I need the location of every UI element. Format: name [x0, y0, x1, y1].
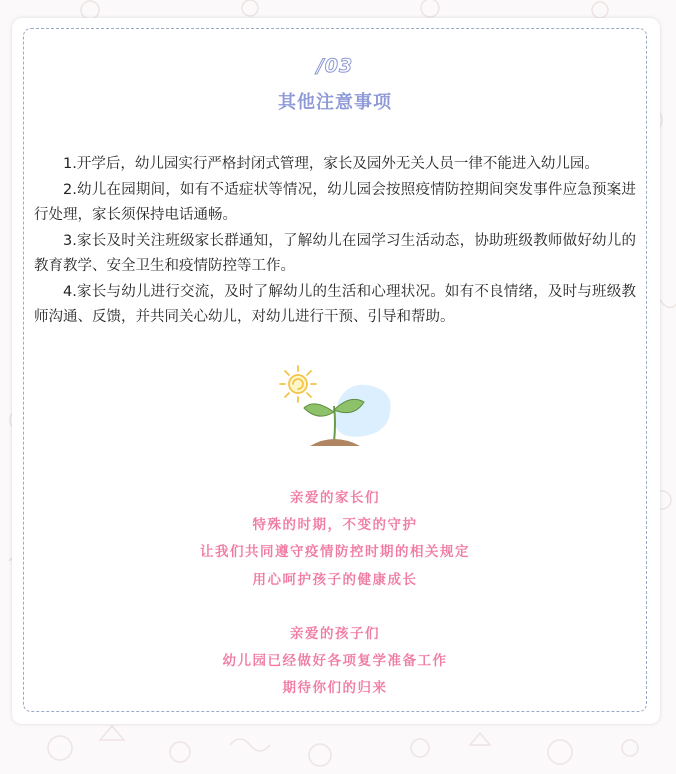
message-line: 亲爱的家长们	[290, 490, 380, 506]
message-line: 幼儿园已经做好各项复学准备工作	[222, 653, 448, 670]
section-number: /03	[316, 55, 354, 77]
notice-card	[12, 18, 660, 724]
message-line: 亲爱的孩子们	[290, 625, 380, 642]
message-line: 特殊的时期，不变的守护	[252, 517, 418, 534]
notice-item: 4.家长与幼儿进行交流，及时了解幼儿的生活和心理状况。如有不良情绪，及时与班级教师沟通、反馈，并共同关心幼儿，对幼儿进行干预、引导和帮助。	[34, 283, 636, 325]
notice-item: 2.幼儿在园期间，如有不适症状等情况，幼儿园会按照疫情防控期间突发事件应急预案进行处理，家长须保持电话通畅。	[34, 181, 636, 223]
notice-item: 3.家长及时关注班级家长群通知，了解幼儿在园学习生活动态，协助班级教师做好幼儿的教育教学、安全卫生和疫情防控等工作。	[34, 232, 636, 274]
section-title: 其他注意事项	[278, 92, 392, 113]
sun-sprout-icon	[276, 362, 392, 452]
notice-item: 1.开学后，幼儿园实行严格封闭式管理，家长及园外无关人员一律不能进入幼儿园。	[63, 156, 599, 172]
dashed-frame	[23, 28, 647, 712]
closing-message	[24, 485, 646, 703]
message-line: 期待你们的归来	[282, 680, 388, 697]
spacer	[24, 594, 646, 621]
notice-list	[34, 152, 636, 331]
message-line: 用心呵护孩子的健康成长	[252, 571, 418, 588]
message-line: 让我们共同遵守疫情防控时期的相关规定	[200, 544, 470, 561]
